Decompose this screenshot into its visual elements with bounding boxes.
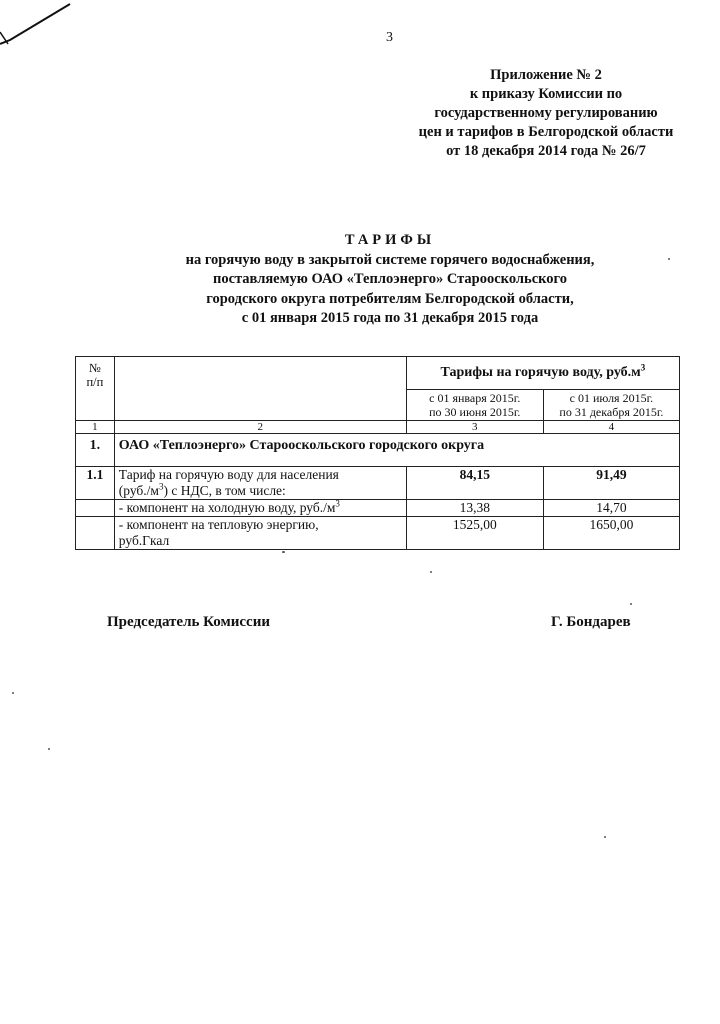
scan-speck — [12, 692, 14, 694]
row-description — [114, 517, 406, 550]
row-value-period-2: 1650,00 — [543, 517, 679, 550]
appendix-line: цен и тарифов в Белгородской области — [418, 124, 674, 140]
scan-speck — [668, 258, 670, 260]
column-index: 3 — [406, 421, 543, 434]
table-row — [76, 517, 680, 550]
signatory-position: Председатель Комиссии — [107, 614, 270, 630]
header-num-abbr: п/п — [86, 375, 104, 389]
title-line: поставляемую ОАО «Теплоэнерго» Старооскольского — [212, 271, 568, 287]
appendix-line: от 18 декабря 2014 года № 26/7 — [446, 143, 646, 159]
signatory-name: Г. Бондарев — [551, 614, 631, 630]
period-1-start: с 01 января 2015г. — [429, 391, 521, 405]
header-num-symbol: № — [88, 361, 101, 375]
row-desc-line: - компонент на тепловую энергию, — [118, 517, 319, 532]
row-desc-part: - компонент на холодную воду, руб./м — [118, 500, 336, 515]
row-num — [76, 500, 115, 517]
header-desc-cell — [114, 357, 406, 421]
header-num-cell — [76, 357, 115, 421]
table-row — [76, 500, 680, 517]
period-1-end: по 30 июня 2015г. — [429, 405, 521, 419]
row-desc-sup: 3 — [158, 481, 164, 492]
row-description — [114, 500, 406, 517]
row-desc-line-2: руб.Гкал — [118, 533, 170, 548]
row-num — [76, 517, 115, 550]
scan-speck — [604, 836, 606, 838]
title-line: с 01 января 2015 года по 31 декабря 2015 года — [241, 310, 539, 326]
page-number: 3 — [386, 30, 393, 45]
row-desc-part: (руб./м — [118, 483, 159, 498]
row-num: 1.1 — [76, 467, 115, 500]
organization-row — [76, 434, 680, 467]
column-index: 1 — [76, 421, 115, 434]
scan-speck — [48, 748, 50, 750]
title-line: городского округа потребителям Белгородской области, — [206, 290, 574, 307]
row-desc-line-2 — [119, 483, 406, 499]
title-heading: ТАРИФЫ — [344, 232, 436, 248]
row-desc-line: Тариф на горячую воду для населения — [118, 467, 339, 482]
column-index: 4 — [543, 421, 679, 434]
period-2-start: с 01 июля 2015г. — [569, 391, 654, 405]
appendix-header — [396, 66, 696, 161]
period-2-end: по 31 декабря 2015г. — [559, 405, 664, 419]
row-value-period-1: 84,15 — [406, 467, 543, 500]
scan-speck — [282, 551, 285, 553]
row-value-period-2: 91,49 — [543, 467, 679, 500]
appendix-line: к приказу Комиссии по — [469, 86, 623, 102]
row-description — [114, 467, 406, 500]
header-period-1 — [406, 390, 543, 421]
scan-speck — [630, 603, 632, 605]
row-desc-sup: 3 — [335, 498, 340, 509]
org-num: 1. — [76, 434, 115, 467]
org-name: ОАО «Теплоэнерго» Старооскольского городского округа — [114, 434, 679, 467]
header-tariff-sup: 3 — [640, 362, 646, 373]
scan-speck — [430, 571, 432, 573]
column-index: 2 — [114, 421, 406, 434]
header-period-2 — [543, 390, 679, 421]
row-desc-part: ) с НДС, в том числе: — [163, 483, 286, 498]
scan-corner-mark — [0, 0, 80, 60]
appendix-line: государственному регулированию — [434, 105, 658, 121]
table-header-row — [76, 357, 680, 390]
table-row — [76, 467, 680, 500]
row-value-period-1: 1525,00 — [406, 517, 543, 550]
row-value-period-1: 13,38 — [406, 500, 543, 517]
title-line: на горячую воду в закрытой системе горячего водоснабжения, — [185, 251, 595, 268]
header-tariff-cell — [406, 357, 679, 390]
header-tariff-label: Тарифы на горячую воду, руб.м — [440, 365, 641, 380]
tariffs-table — [75, 356, 680, 550]
appendix-line: Приложение № 2 — [490, 67, 602, 83]
column-index-row — [76, 421, 680, 434]
document-title — [60, 231, 720, 329]
row-value-period-2: 14,70 — [543, 500, 679, 517]
